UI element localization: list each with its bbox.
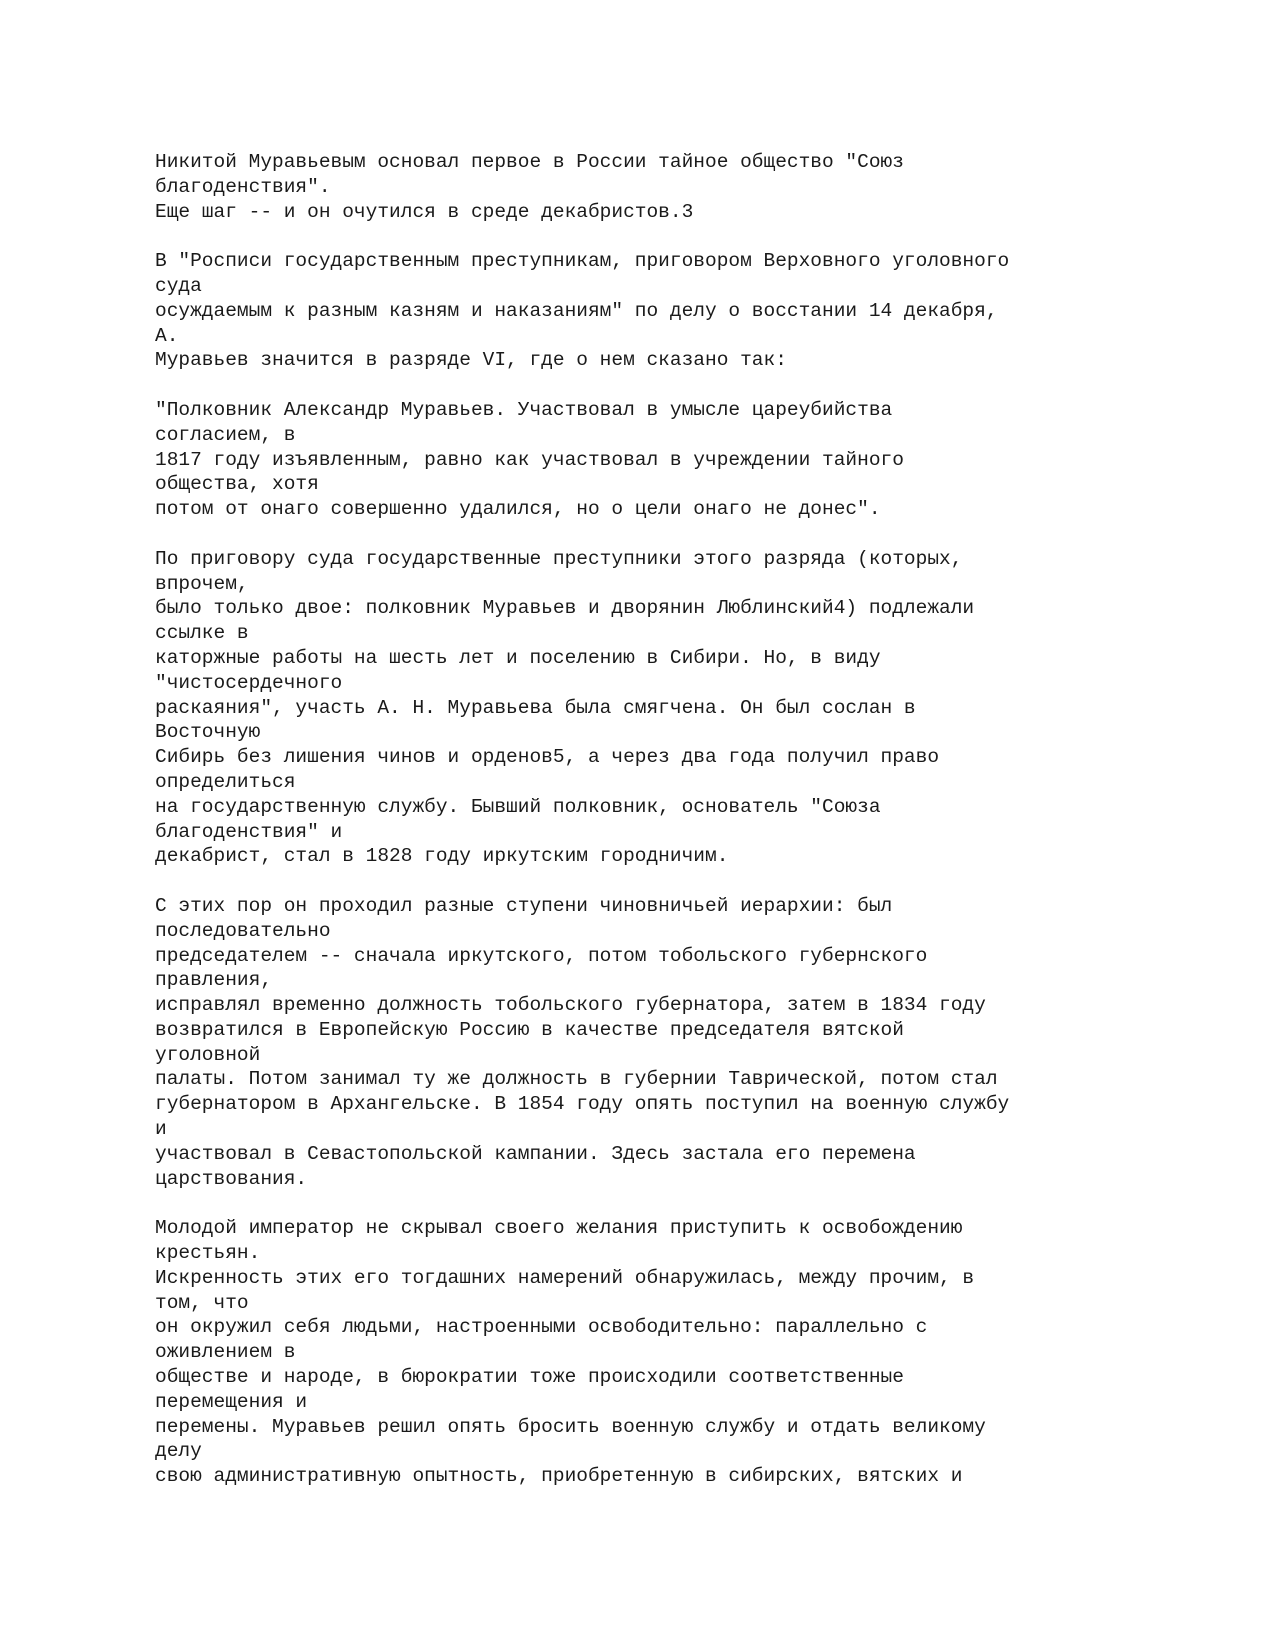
text-line: Никитой Муравьевым основал первое в России тайное общество "Союз [155, 151, 904, 173]
text-line: исправлял временно должность тобольского губернатора, затем в 1834 году [155, 994, 986, 1017]
blank-line [155, 224, 1215, 249]
text-line: перемещения и [155, 1390, 308, 1413]
text-line: суда [155, 274, 202, 297]
text-line: крестьян. [155, 1242, 261, 1265]
blank-line [155, 1191, 1215, 1216]
text-line: было только двое: полковник Муравьев и дворянин Люблинский4) подлежали [155, 597, 975, 620]
text-line: председателем -- сначала иркутского, потом тобольского губернского [155, 944, 928, 967]
text-line: уголовной [155, 1043, 261, 1066]
blank-line [155, 373, 1215, 398]
text-line: декабрист, стал в 1828 году иркутским городничим. [155, 845, 729, 868]
text-line: обществе и народе, в бюрократии тоже происходили соответственные [155, 1366, 904, 1389]
text-line: делу [155, 1440, 202, 1463]
text-line: участвовал в Севастопольской кампании. Здесь застала его перемена [155, 1142, 916, 1165]
text-line: осуждаемым к разным казням и наказаниям" по делу о восстании 14 декабря, [155, 299, 998, 322]
text-line: В "Росписи государственным преступникам, приговором Верховного уголовного [155, 250, 1010, 273]
text-line: Еще шаг -- и он очутился в среде декабристов.3 [155, 200, 694, 223]
text-line: Молодой император не скрывал своего желания приступить к освобождению [155, 1217, 963, 1240]
text-line: 1817 году изъявленным, равно как участвовал в учреждении тайного [155, 448, 904, 471]
text-line: губернатором в Архангельске. В 1854 году опять поступил на военную службу [155, 1093, 1010, 1116]
text-line: на государственную службу. Бывший полковник, основатель "Союза [155, 795, 881, 818]
text-line: и [155, 1118, 167, 1141]
text-line: благоденствия" и [155, 820, 343, 843]
text-line: Искренность этих его тогдашних намерений обнаружилась, между прочим, в [155, 1266, 975, 1289]
text-line: А. [155, 324, 179, 347]
text-line: том, что [155, 1291, 249, 1314]
text-line: определиться [155, 770, 296, 793]
text-line: впрочем, [155, 572, 249, 595]
text-line: "Полковник Александр Муравьев. Участвовал в умысле цареубийства [155, 398, 893, 421]
text-line: Муравьев значится в разряде VI, где о нем сказано так: [155, 349, 787, 372]
text-line: "чистосердечного [155, 671, 343, 694]
text-line: благоденствия". [155, 175, 331, 198]
text-line: ссылке в [155, 622, 249, 645]
text-line: Сибирь без лишения чинов и орденов5, а через два года получил право [155, 746, 940, 769]
text-line: свою административную опытность, приобретенную в сибирских, вятских и [155, 1465, 963, 1488]
text-line: По приговору суда государственные преступники этого разряда (которых, [155, 547, 963, 570]
text-line: царствования. [155, 1167, 308, 1190]
text-line: перемены. Муравьев решил опять бросить военную службу и отдать великому [155, 1415, 986, 1438]
text-line: последовательно [155, 919, 331, 942]
text-line: потом от онаго совершенно удалился, но о цели онаго не донес". [155, 498, 881, 521]
blank-line [155, 522, 1215, 547]
text-line: каторжные работы на шесть лет и поселению в Сибири. Но, в виду [155, 646, 881, 669]
text-line: С этих пор он проходил разные ступени чиновничьей иерархии: был [155, 894, 893, 917]
text-line: правления, [155, 969, 273, 992]
text-line: палаты. Потом занимал ту же должность в губернии Таврической, потом стал [155, 1068, 998, 1091]
text-line: Восточную [155, 721, 261, 744]
blank-line [155, 869, 1215, 894]
text-line: он окружил себя людьми, настроенными освободительно: параллельно с [155, 1316, 928, 1339]
text-line: общества, хотя [155, 473, 319, 496]
text-line: оживлением в [155, 1341, 296, 1364]
text-line: раскаяния", участь А. Н. Муравьева была смягчена. Он был сослан в [155, 696, 916, 719]
text-line: возвратился в Европейскую Россию в качестве председателя вятской [155, 1018, 904, 1041]
text-line: согласием, в [155, 423, 296, 446]
document-text [155, 150, 1215, 1489]
